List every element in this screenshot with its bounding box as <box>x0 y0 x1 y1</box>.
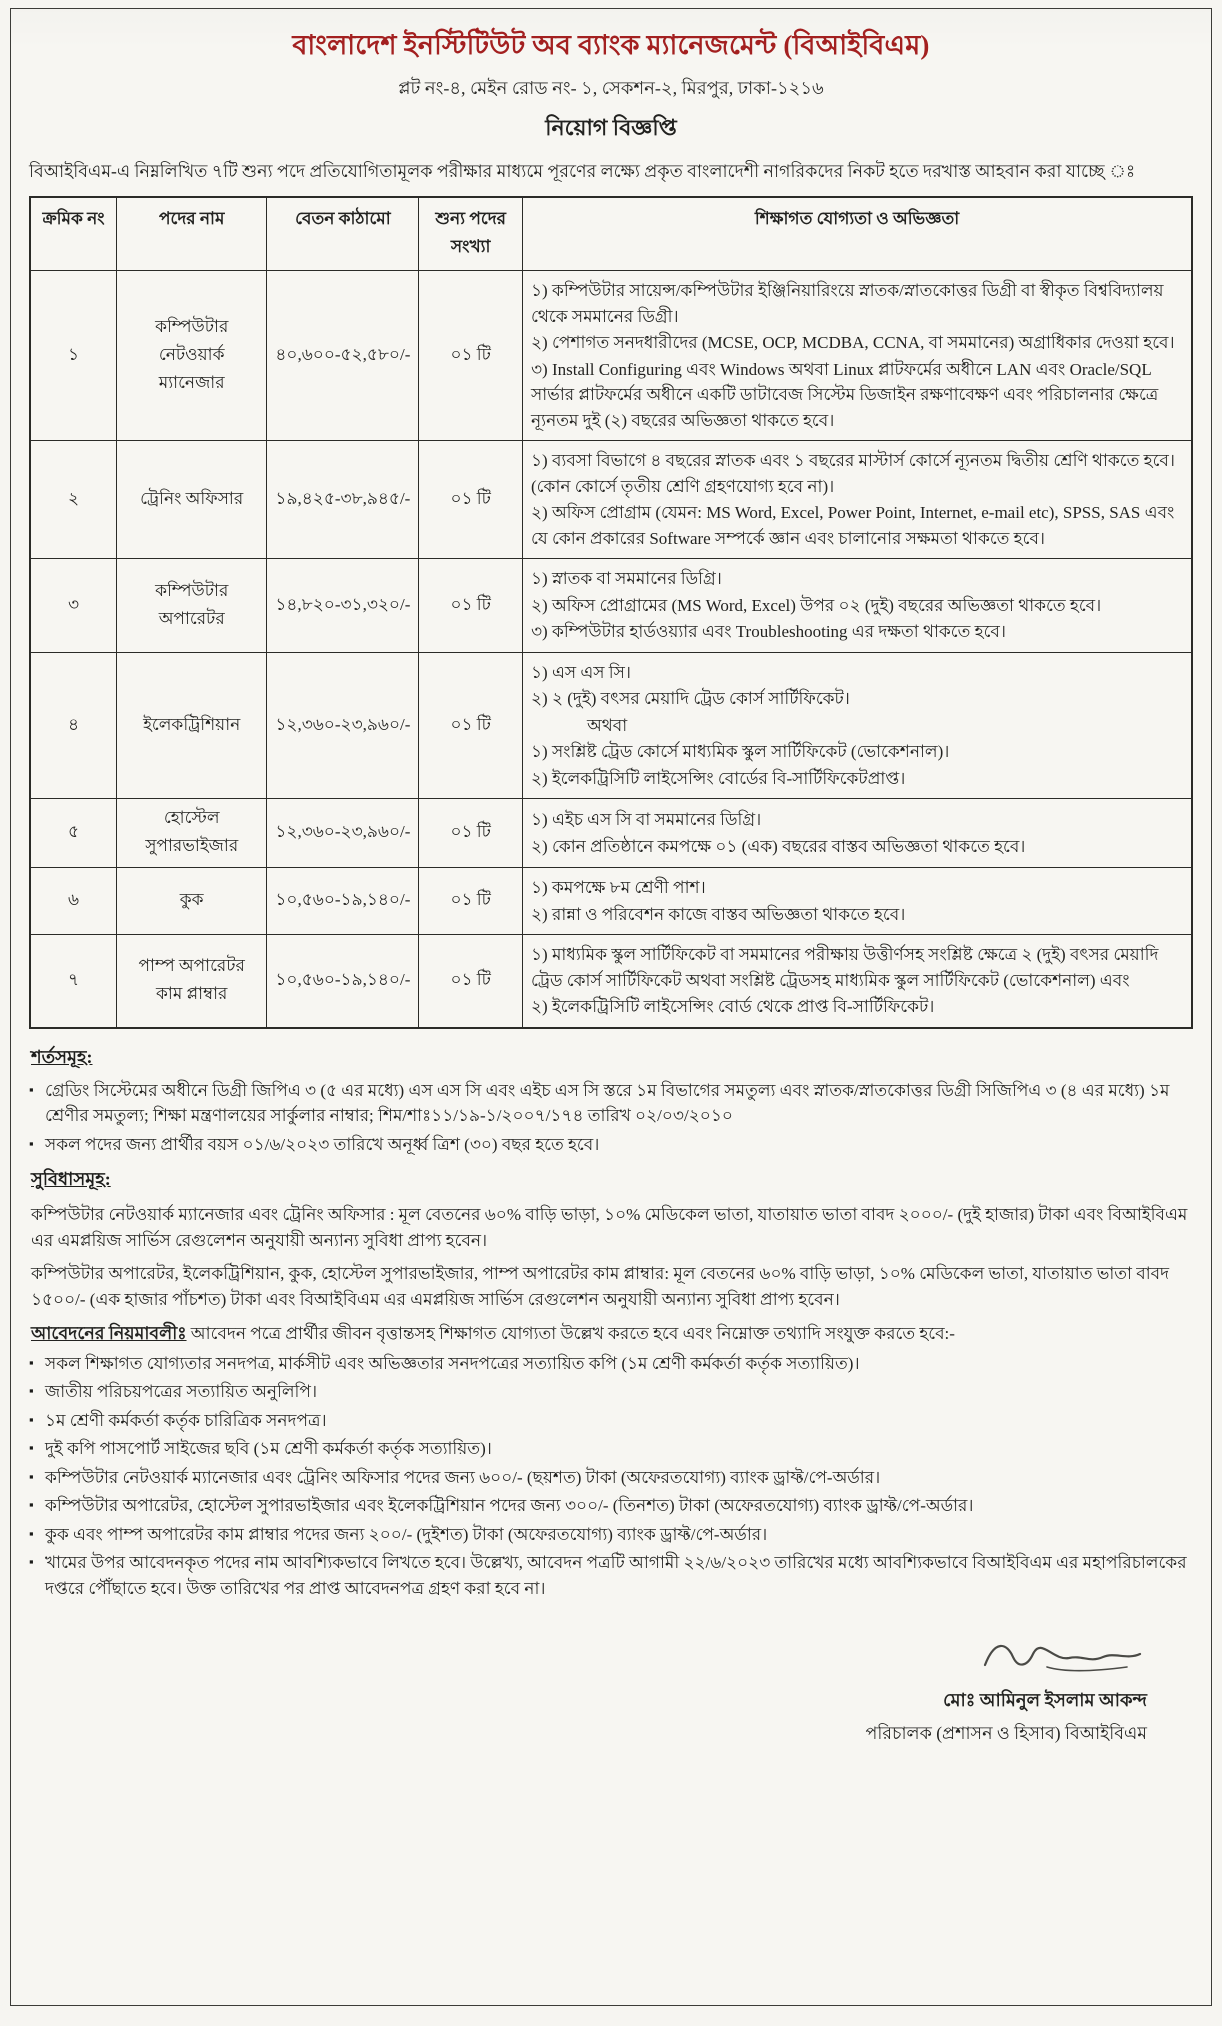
header-qualifications: শিক্ষাগত যোগ্যতা ও অভিজ্ঞতা <box>523 197 1193 271</box>
table-header-row <box>30 197 1192 271</box>
condition-text: সকল পদের জন্য প্রার্থীর বয়স ০১/৬/২০২৩ তারিখে অনূর্ধ্ব ত্রিশ (৩০) বছর হতে হবে। <box>45 1134 600 1154</box>
application-item-text: কম্পিউটার নেটওয়ার্ক ম্যানেজার এবং ট্রেনিং অফিসার পদের জন্য ৬০০/- (ছয়শত) টাকা (অফেরতযোগ্য) ব্যাংক ড্রাফ্ট/পে-অর্ডার। <box>45 1467 881 1487</box>
qualification-line: ১) মাধ্যমিক স্কুল সার্টিফিকেট বা সমমানের পরীক্ষায় উত্তীর্ণসহ সংশ্লিষ্ট ক্ষেত্রে ২ (দুই) বৎসর মেয়াদি ট্রেড কোর্স সার্টিফিকেট অথবা সংশ্লিষ্ট ট্রেডসহ মাধ্যমিক স্কুল সার্টিফিকেট (ভোকেশনাল) এবং <box>531 945 1159 990</box>
cell-post: পাম্প অপারেটর কাম প্লাম্বার <box>117 935 267 1028</box>
signature-block <box>29 1627 1193 1750</box>
cell-serial: ২ <box>30 441 117 559</box>
benefits-paragraph: কম্পিউটার অপারেটর, ইলেকট্রিশিয়ান, কুক, হোস্টেল সুপারভাইজার, পাম্প অপারেটর কাম প্লাম্বার: মূল বেতনের ৬০% বাড়ি ভাড়া, ১০% মেডিকেল ভাতা, যাতায়াত ভাতা বাবদ ১৫০০/- (এক হাজার পাঁচশত) টাকা এবং বিআইবিএম এর এমপ্লয়িজ সার্ভিস রেগুলেশন অনুযায়ী অন্যান্য সুবিধা প্রাপ্য হবেন। <box>31 1264 1170 1309</box>
application-item <box>29 1436 1193 1462</box>
table-row <box>30 652 1192 799</box>
cell-qualifications <box>523 559 1193 653</box>
cell-qualifications <box>523 652 1193 799</box>
bullet-icon: ▪ <box>29 1468 34 1484</box>
qualification-line: ২) ইলেকট্রিসিটি লাইসেন্সিং বোর্ড থেকে প্রাপ্ত বি-সার্টিফিকেট। <box>531 997 935 1017</box>
header-salary: বেতন কাঠামো <box>267 197 419 271</box>
condition-item <box>29 1078 1193 1129</box>
conditions-heading: শর্তসমূহ: <box>31 1046 93 1067</box>
qualification-line: ৩) কম্পিউটার হার্ডওয়্যার এবং Troubleshooting এর দক্ষতা থাকতে হবে। <box>531 622 1006 642</box>
qualification-line: ২) অফিস প্রোগ্রাম (যেমন: MS Word, Excel, Power Point, Internet, e-mail etc), SPSS, SAS এবং যে কোন প্রকারের Software সম্পর্কে জ্ঞান এবং চালানোর সক্ষমতা থাকতে হবে। <box>531 503 1175 548</box>
application-intro-line <box>31 1320 1193 1347</box>
application-item-text: ১ম শ্রেণী কর্মকর্তা কর্তৃক চারিত্রিক সনদপত্র। <box>45 1410 327 1430</box>
application-item-text: কুক এবং পাম্প অপারেটর কাম প্লাম্বার পদের জন্য ২০০/- (দুইশত) টাকা (অফেরতযোগ্য) ব্যাংক ড্রাফ্ট/পে-অর্ডার। <box>45 1524 768 1544</box>
application-section <box>29 1320 1193 1601</box>
bullet-icon: ▪ <box>29 1497 34 1513</box>
qualification-line: ২) রান্না ও পরিবেশন কাজে বাস্তব অভিজ্ঞতা থাকতে হবে। <box>531 904 906 924</box>
org-address: প্লট নং-৪, মেইন রোড নং- ১, সেকশন-২, মিরপুর, ঢাকা-১২১৬ <box>398 78 824 98</box>
cell-vacancies: ০১ টি <box>419 559 523 653</box>
cell-serial: ১ <box>30 271 117 441</box>
application-item <box>29 1408 1193 1434</box>
vacancy-table <box>29 196 1193 1029</box>
benefits-paragraph: কম্পিউটার নেটওয়ার্ক ম্যানেজার এবং ট্রেনিং অফিসার : মূল বেতনের ৬০% বাড়ি ভাড়া, ১০% মেডিকেল ভাতা, যাতায়াত ভাতা বাবদ ২০০০/- (দুই হাজার) টাকা এবং বিআইবিএম এর এমপ্লয়িজ সার্ভিস রেগুলেশন অনুযায়ী অন্যান্য সুবিধা প্রাপ্য হবেন। <box>31 1205 1188 1250</box>
application-heading: আবেদনের নিয়মাবলীঃ <box>31 1323 187 1344</box>
application-intro: আবেদন পত্রে প্রার্থীর জীবন বৃত্তান্তসহ শিক্ষাগত যোগ্যতা উল্লেখ করতে হবে এবং নিম্নোক্ত তথ্যাদি সংযুক্ত করতে হবে:- <box>190 1324 955 1344</box>
cell-salary: ১২,৩৬০-২৩,৯৬০/- <box>267 799 419 868</box>
application-item-text: কম্পিউটার অপারেটর, হোস্টেল সুপারভাইজার এবং ইলেকট্রিশিয়ান পদের জন্য ৩০০/- (তিনশত) টাকা (অফেরতযোগ্য) ব্যাংক ড্রাফ্ট/পে-অর্ডার। <box>45 1496 974 1516</box>
qualification-line: ২) পেশাগত সনদধারীদের (MCSE, OCP, MCDBA, CCNA, বা সমমানের) অগ্রাধিকার দেওয়া হবে। <box>531 333 1175 353</box>
cell-post: ইলেকট্রিশিয়ান <box>117 652 267 799</box>
org-title: বাংলাদেশ ইনস্টিটিউট অব ব্যাংক ম্যানেজমেন্ট (বিআইবিএম) <box>292 30 930 60</box>
cell-qualifications <box>523 935 1193 1028</box>
cell-post: হোস্টেল সুপারভাইজার <box>117 799 267 868</box>
cell-post: কম্পিউটার নেটওয়ার্ক ম্যানেজার <box>117 271 267 441</box>
qualification-line: ২) ২ (দুই) বৎসর মেয়াদি ট্রেড কোর্স সার্টিফিকেট। <box>531 689 850 709</box>
cell-vacancies: ০১ টি <box>419 868 523 935</box>
application-item <box>29 1379 1193 1405</box>
cell-qualifications <box>523 868 1193 935</box>
application-item-text: সকল শিক্ষাগত যোগ্যতার সনদপত্র, মার্কসীট এবং অভিজ্ঞতার সনদপত্রের সত্যায়িত কপি (১ম শ্রেণী কর্মকর্তা কর্তৃক সত্যায়িত)। <box>45 1353 860 1373</box>
table-row <box>30 868 1192 935</box>
signature-image <box>977 1627 1147 1684</box>
application-item <box>29 1522 1193 1548</box>
notice-title: নিয়োগ বিজ্ঞপ্তি <box>545 115 677 140</box>
qualification-line: ১) ব্যবসা বিভাগে ৪ বছরের স্নাতক এবং ১ বছরের মাস্টার্স কোর্সে ন্যূনতম দ্বিতীয় শ্রেণি থাকতে হবে। (কোন কোর্সে তৃতীয় শ্রেণি গ্রহণযোগ্য হবে না)। <box>531 451 1175 496</box>
cell-vacancies: ০১ টি <box>419 652 523 799</box>
cell-post: কুক <box>117 868 267 935</box>
condition-item <box>29 1132 1193 1158</box>
document-header <box>29 25 1193 148</box>
application-item <box>29 1351 1193 1377</box>
cell-salary: ৪০,৬০০-৫২,৫৮০/- <box>267 271 419 441</box>
cell-vacancies: ০১ টি <box>419 271 523 441</box>
cell-salary: ১৯,৪২৫-৩৮,৯৪৫/- <box>267 441 419 559</box>
application-item-text: খামের উপর আবেদনকৃত পদের নাম আবশ্যিকভাবে লিখতে হবে। উল্লেখ্য, আবেদন পত্রটি আগামী ২২/৬/২০২৩ তারিখের মধ্যে আবশ্যিকভাবে বিআইবিএম এর মহাপরিচালকের দপ্তরে পৌঁছাতে হবে। উক্ত তারিখের পর প্রাপ্ত আবেদনপত্র গ্রহণ করা হবে না। <box>45 1553 1187 1598</box>
signer-title: পরিচালক (প্রশাসন ও হিসাব) বিআইবিএম <box>865 1723 1147 1744</box>
application-item-text: জাতীয় পরিচয়পত্রের সত্যায়িত অনুলিপি। <box>45 1382 318 1402</box>
qualification-line: ২) অফিস প্রোগ্রামের (MS Word, Excel) উপর ০২ (দুই) বছরের অভিজ্ঞতা থাকতে হবে। <box>531 595 1102 615</box>
benefits-heading: সুবিধাসমূহ: <box>31 1169 111 1190</box>
bullet-icon: ▪ <box>29 1440 34 1456</box>
header-vacancies: শুন্য পদের সংখ্যা <box>419 197 523 271</box>
vacancy-table-body <box>30 271 1192 1028</box>
cell-vacancies: ০১ টি <box>419 441 523 559</box>
cell-serial: ৭ <box>30 935 117 1028</box>
intro-text: বিআইবিএম-এ নিম্নলিখিত ৭টি শুন্য পদে প্রতিযোগিতামূলক পরীক্ষার মাধ্যমে পূরণের লক্ষ্যে প্রকৃত বাংলাদেশী নাগরিকদের নিকট হতে দরখাস্ত আহবান করা যাচ্ছে ঃ <box>29 161 1136 181</box>
qualification-line: ২) কোন প্রতিষ্ঠানে কমপক্ষে ০১ (এক) বছরের বাস্তব অভিজ্ঞতা থাকতে হবে। <box>531 836 1026 856</box>
cell-qualifications <box>523 441 1193 559</box>
application-item <box>29 1550 1193 1601</box>
vacancy-table-head <box>30 197 1192 271</box>
qualification-line: ১) কমপক্ষে ৮ম শ্রেণী পাশ। <box>531 878 706 898</box>
qualification-line: ১) এইচ এস সি বা সমমানের ডিগ্রি। <box>531 810 762 830</box>
cell-salary: ১৪,৮২০-৩১,৩২০/- <box>267 559 419 653</box>
cell-qualifications <box>523 271 1193 441</box>
table-row <box>30 441 1192 559</box>
table-row <box>30 271 1192 441</box>
cell-qualifications <box>523 799 1193 868</box>
table-row <box>30 559 1192 653</box>
cell-vacancies: ০১ টি <box>419 799 523 868</box>
qualification-or-line: অথবা <box>587 715 628 735</box>
benefits-section <box>29 1165 1193 1312</box>
cell-serial: ৫ <box>30 799 117 868</box>
cell-salary: ১০,৫৬০-১৯,১৪০/- <box>267 935 419 1028</box>
application-item <box>29 1493 1193 1519</box>
bullet-icon: ▪ <box>29 1554 34 1570</box>
table-row <box>30 799 1192 868</box>
application-item <box>29 1465 1193 1491</box>
conditions-section <box>29 1043 1193 1158</box>
qualification-line: ১) সংশ্লিষ্ট ট্রেড কোর্সে মাধ্যমিক স্কুল সার্টিফিকেট (ভোকেশনাল)। <box>531 742 950 762</box>
cell-serial: ৩ <box>30 559 117 653</box>
qualification-line: ১) স্নাতক বা সমমানের ডিগ্রি। <box>531 569 722 589</box>
bullet-icon: ▪ <box>29 1135 34 1151</box>
cell-salary: ১২,৩৬০-২৩,৯৬০/- <box>267 652 419 799</box>
cell-salary: ১০,৫৬০-১৯,১৪০/- <box>267 868 419 935</box>
bullet-icon: ▪ <box>29 1081 34 1097</box>
cell-post: ট্রেনিং অফিসার <box>117 441 267 559</box>
cell-vacancies: ০১ টি <box>419 935 523 1028</box>
bullet-icon: ▪ <box>29 1354 34 1370</box>
qualification-line: ৩) Install Configuring এবং Windows অথবা Linux প্লাটফর্মের অধীনে LAN এবং Oracle/SQL সার্ভার প্লাটফর্মের অধীনে একটি ডাটাবেজ সিস্টেম ডিজাইন রক্ষণাবেক্ষণ এবং পরিচালনার ক্ষেত্রে ন্যূনতম দুই (২) বছরের অভিজ্ঞতা থাকতে হবে। <box>531 359 1159 430</box>
bullet-icon: ▪ <box>29 1383 34 1399</box>
document-frame <box>10 8 1212 2006</box>
condition-text: গ্রেডিং সিস্টেমের অধীনে ডিগ্রী জিপিএ ৩ (৫ এর মধ্যে) এস এস সি এবং এইচ এস সি স্তরে ১ম বিভাগের সমতুল্য এবং স্নাতক/স্নাতকোত্তর ডিগ্রী সিজিপিএ ৩ (৪ এর মধ্যে) ১ম শ্রেণীর সমতুল্য; শিক্ষা মন্ত্রণালয়ের সার্কুলার নাম্বার; শিম/শাঃ১১/১৯-১/২০০৭/১৭৪ তারিখ ০২/০৩/২০১০ <box>45 1080 1170 1126</box>
application-item-text: দুই কপি পাসপোর্ট সাইজের ছবি (১ম শ্রেণী কর্মকর্তা কর্তৃক সত্যায়িত)। <box>45 1439 492 1459</box>
qualification-line: ২) ইলেকট্রিসিটি লাইসেন্সিং বোর্ডের বি-সার্টিফিকেটপ্রাপ্ত। <box>531 768 906 788</box>
header-post: পদের নাম <box>117 197 267 271</box>
cell-serial: ৪ <box>30 652 117 799</box>
bullet-icon: ▪ <box>29 1525 34 1541</box>
qualification-line: ১) এস এস সি। <box>531 662 631 682</box>
signer-name: মোঃ আমিনুল ইসলাম আকন্দ <box>943 1690 1147 1711</box>
cell-post: কম্পিউটার অপারেটর <box>117 559 267 653</box>
bullet-icon: ▪ <box>29 1411 34 1427</box>
table-row <box>30 935 1192 1028</box>
header-serial: ক্রমিক নং <box>30 197 117 271</box>
qualification-line: ১) কম্পিউটার সায়েন্স/কম্পিউটার ইঞ্জিনিয়ারিংয়ে স্নাতক/স্নাতকোত্তর ডিগ্রী বা স্বীকৃত বিশ্ববিদ্যালয় থেকে সমমানের ডিগ্রী। <box>531 281 1164 326</box>
cell-serial: ৬ <box>30 868 117 935</box>
